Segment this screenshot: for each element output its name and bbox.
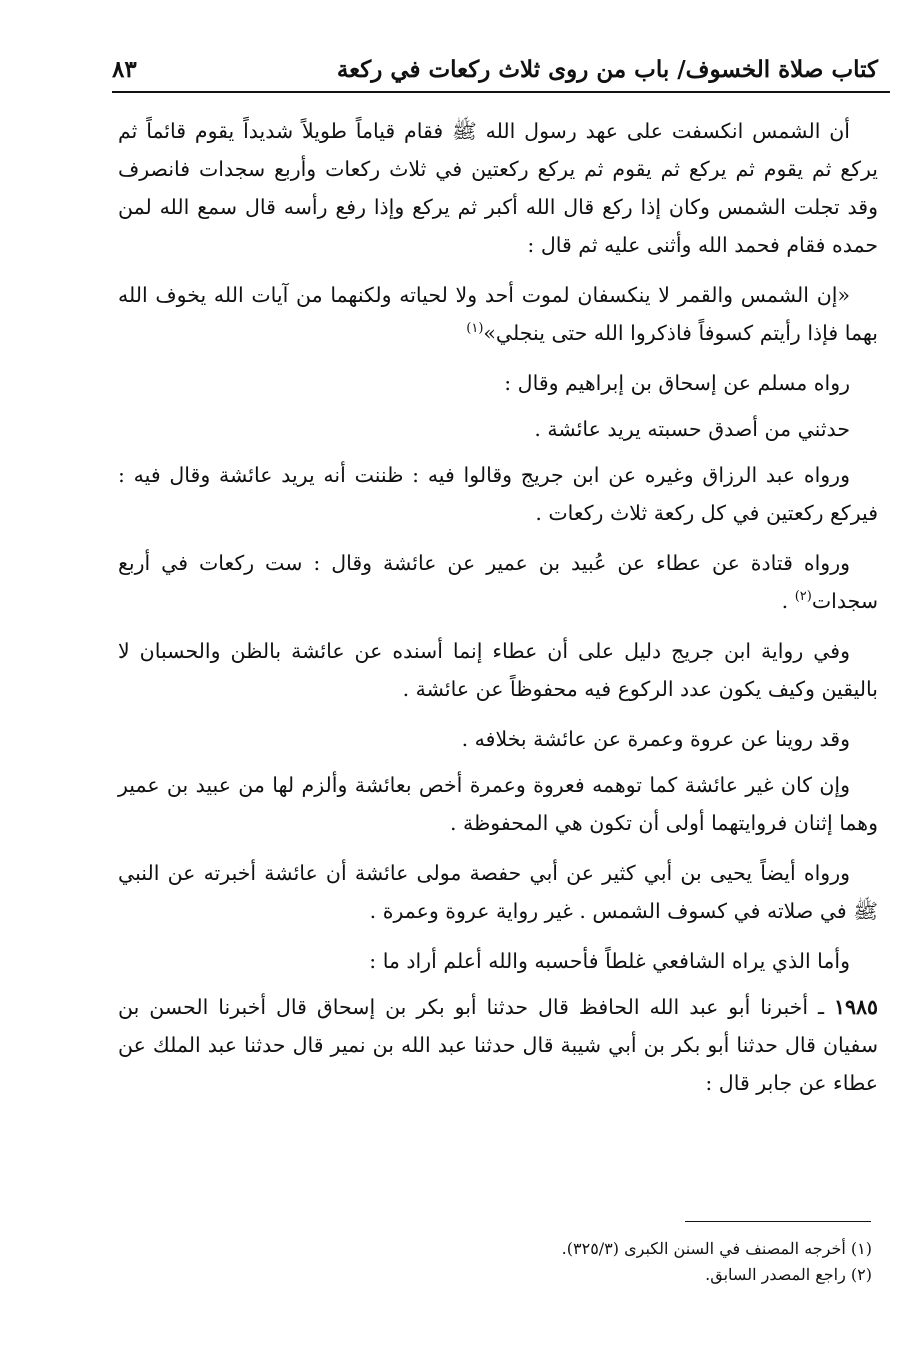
- paragraph-text: أن الشمس انكسفت على عهد رسول الله ﷺ فقام قياماً طويلاً شديداً يقوم قائماً ثم يركع ثم يقوم ثم يركع ثم يقوم ثم يركع ركعتين في ثلاث ركعات وأربع سجدات فانصرف وقد تجلت الشمس وكان إذا ركع قال الله أكبر ثم يركع وإذا رفع رأسه قال سمع الله لمن حمده فقام فحمد الله وأثنى عليه ثم قال :: [118, 119, 878, 257]
- hadith-text: ـ أخبرنا أبو عبد الله الحافظ قال حدثنا أبو بكر بن إسحاق قال أخبرنا الحسن بن سفيان قال حدثنا أبو بكر بن أبي شيبة قال حدثنا عبد الله بن نمير قال حدثنا عبد الملك عن عطاء عن جابر قال :: [118, 995, 878, 1095]
- paragraph: [118, 456, 878, 532]
- paragraph: [118, 410, 878, 448]
- paragraph: [118, 632, 878, 708]
- header-divider: [112, 91, 890, 93]
- footnote: (٢) راجع المصدر السابق.: [705, 1265, 872, 1284]
- paragraph-text: ورواه قتادة عن عطاء عن عُبيد بن عمير عن عائشة وقال : ست ركعات في أربع سجدات: [118, 551, 878, 613]
- paragraph-text: ورواه أيضاً يحيى بن أبي كثير عن أبي حفصة مولى عائشة أن عائشة أخبرته عن النبي ﷺ في صلاته في كسوف الشمس . غير رواية عروة وعمرة .: [118, 861, 878, 923]
- main-text: [118, 112, 878, 1114]
- running-title: كتاب صلاة الخسوف/ باب من روى ثلاث ركعات في ركعة: [336, 56, 878, 83]
- paragraph-text: وإن كان غير عائشة كما توهمه فعروة وعمرة أخص بعائشة وألزم لها من عبيد بن عمير وهما إثنان فروايتهما أولى أن تكون هي المحفوظة .: [118, 773, 878, 835]
- page-number: ٨٣: [112, 56, 137, 83]
- paragraph: [118, 720, 878, 758]
- footnote-marker: (٢): [794, 589, 812, 605]
- paragraph-text: ورواه عبد الرزاق وغيره عن ابن جريج وقالوا فيه : ظننت أنه يريد عائشة وقال فيه : فيركع ركعتين في كل ركعة ثلاث ركعات .: [118, 463, 878, 525]
- paragraph: [118, 854, 878, 930]
- page-header: [112, 52, 878, 92]
- paragraph-text: «إن الشمس والقمر لا ينكسفان لموت أحد ولا لحياته ولكنهما من آيات الله يخوف الله بهما فإذا رأيتم كسوفاً فاذكروا الله حتى ينجلي»: [118, 283, 878, 345]
- paragraph-text: وأما الذي يراه الشافعي غلطاً فأحسبه والله أعلم أراد ما :: [369, 949, 850, 973]
- paragraph-text: رواه مسلم عن إسحاق بن إبراهيم وقال :: [504, 371, 850, 395]
- paragraph: [118, 276, 878, 352]
- paragraph-text: وفي رواية ابن جريج دليل على أن عطاء إنما أسنده عن عائشة بالظن والحسبان لا باليقين وكيف يكون عدد الركوع فيه محفوظاً عن عائشة .: [118, 639, 878, 701]
- hadith-paragraph: [118, 988, 878, 1102]
- paragraph-text: حدثني من أصدق حسبته يريد عائشة .: [534, 417, 850, 441]
- paragraph: [118, 766, 878, 842]
- paragraph: [118, 364, 878, 402]
- paragraph-text: وقد روينا عن عروة وعمرة عن عائشة بخلافه .: [461, 727, 850, 751]
- hadith-number: ١٩٨٥: [833, 995, 878, 1019]
- paragraph: [118, 112, 878, 264]
- footnote: (١) أخرجه المصنف في السنن الكبرى (٣٢٥/٣).: [561, 1239, 872, 1258]
- footnote-marker: (١): [466, 321, 484, 337]
- paragraph: [118, 942, 878, 980]
- paragraph: ورواه قتادة عن عطاء عن عُبيد بن عمير عن عائشة وقال : ست ركعات في أربع سجدات$^{(٢)}$ .: [118, 551, 878, 613]
- footnotes: [300, 1236, 872, 1288]
- footnote-divider: [685, 1221, 871, 1222]
